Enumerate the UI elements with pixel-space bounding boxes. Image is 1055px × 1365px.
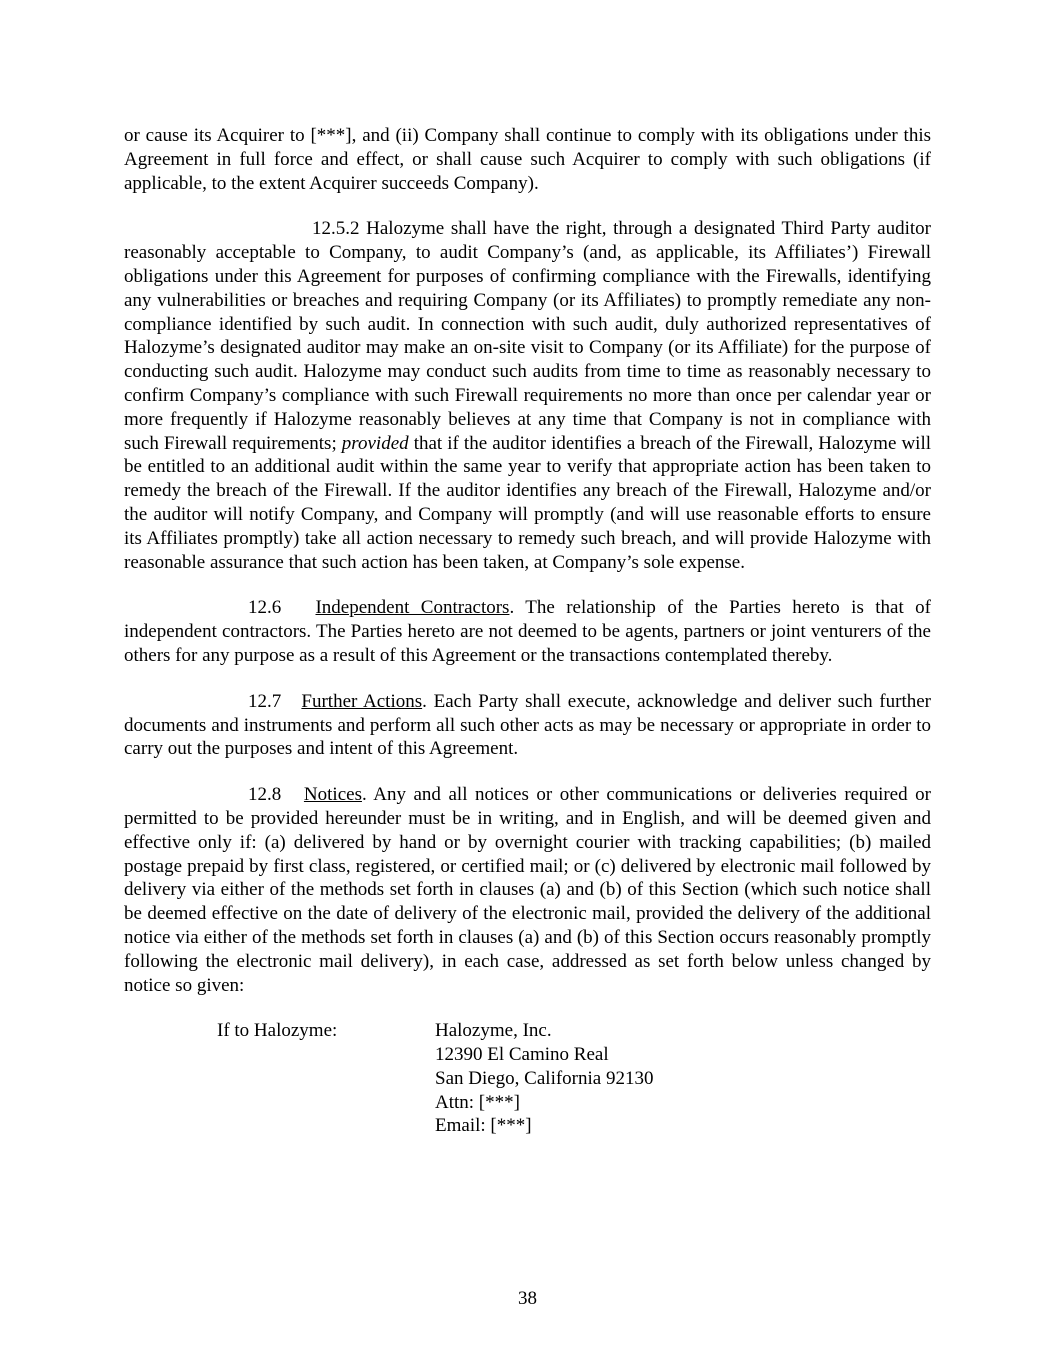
continuation-text: or cause its Acquirer to [***], and (ii) Company shall continue to comply with its obligations under this Agreement in full force and effect, or shall cause such Acquirer to comply with such obligations (if applicable, to the extent Acquirer succeeds Company). (124, 125, 931, 194)
notice-company-name: Halozyme, Inc. (435, 1020, 552, 1042)
notice-street: 12390 El Camino Real (435, 1044, 609, 1066)
continuation-paragraph (124, 124, 931, 195)
document-page (124, 124, 931, 1138)
page-number: 38 (518, 1288, 537, 1309)
notice-address-block (124, 1019, 931, 1138)
section-12-5-2-paragraph (124, 217, 931, 574)
section-12-8-heading: Notices (303, 784, 362, 806)
section-12-6-text: . The relationship of the Parties hereto is that of independent contractors. The Parties hereto are not deemed to be agents, partners or joint venturers of the others for any purpose as a result of this Agreement or the transactions contemplated thereby. (124, 597, 931, 666)
section-12-7-text: . Each Party shall execute, acknowledge and deliver such further documents and instruments and perform all such other acts as may be necessary or appropriate in order to carry out the purposes and intent of this Agreement. (124, 690, 931, 760)
notice-email: Email: [***] (435, 1115, 532, 1137)
section-12-8-number: 12.8 (248, 784, 282, 806)
section-12-7-number: 12.7 (248, 690, 282, 712)
notice-address (435, 1019, 653, 1138)
notice-city: San Diego, California 92130 (435, 1067, 654, 1089)
section-12-6-number: 12.6 (248, 597, 282, 619)
section-12-7-paragraph (124, 690, 931, 761)
section-12-6-heading: Independent Contractors (315, 597, 510, 619)
section-12-5-2-italic-term: provided (341, 432, 409, 454)
notice-recipient-label: If to Halozyme: (217, 1020, 338, 1042)
section-12-8-text: . Any and all notices or other communications or deliveries required or permitted to be provided hereunder must be in writing, and in English, and will be deemed given and effective only if: (a) delivered by hand or by overnight courier with tracking capabilities; (b) mailed postage prepaid by first class, registered, or certified mail; or (c) delivered by electronic mail followed by delivery via either of the methods set forth in clauses (a) and (b) of this Section (which such notice shall be deemed effective on the date of delivery of the electronic mail, provided the delivery of the additional notice via either of the methods set forth in clauses (a) and (b) of this Section occurs reasonably promptly following the electronic mail delivery), in each case, addressed as set forth below unless changed by notice so given: (124, 784, 931, 996)
section-12-7-heading: Further Actions (301, 690, 423, 712)
section-12-8-paragraph (124, 783, 931, 997)
notice-attn: Attn: [***] (435, 1091, 520, 1113)
section-12-6-paragraph (124, 596, 931, 667)
section-12-5-2-text-before: 12.5.2 Halozyme shall have the right, through a designated Third Party auditor reasonably acceptable to Company, to audit Company’s (and, as applicable, its Affiliates’) Firewall obligations under this Agreement for purposes of confirming compliance with the Firewalls, identifying any vulnerabilities or breaches and requiring Company (or its Affiliates) to promptly remediate any non-compliance identified by such audit. In connection with such audit, duly authorized representatives of Halozyme’s designated auditor may make an on-site visit to Company (or its Affiliate) for the purpose of conducting such audit. Halozyme may conduct such audits from time to time as reasonably necessary to confirm Company’s compliance with such Firewall requirements no more than once per calendar year or more frequently if Halozyme reasonably believes at any time that Company is not in compliance with such Firewall requirements; (124, 218, 931, 454)
section-12-5-2-text-after: that if the auditor identifies a breach of the Firewall, Halozyme will be entitled to an additional audit within the same year to verify that appropriate action has been taken to remedy the breach of the Firewall. If the auditor identifies any breach of the Firewall, Halozyme and/or the auditor will notify Company, and Company will promptly (and will use reasonable efforts to ensure its Affiliates promptly) take all action necessary to remedy such breach, and will provide Halozyme with reasonable assurance that such action has been taken, at Company’s sole expense. (124, 432, 931, 573)
